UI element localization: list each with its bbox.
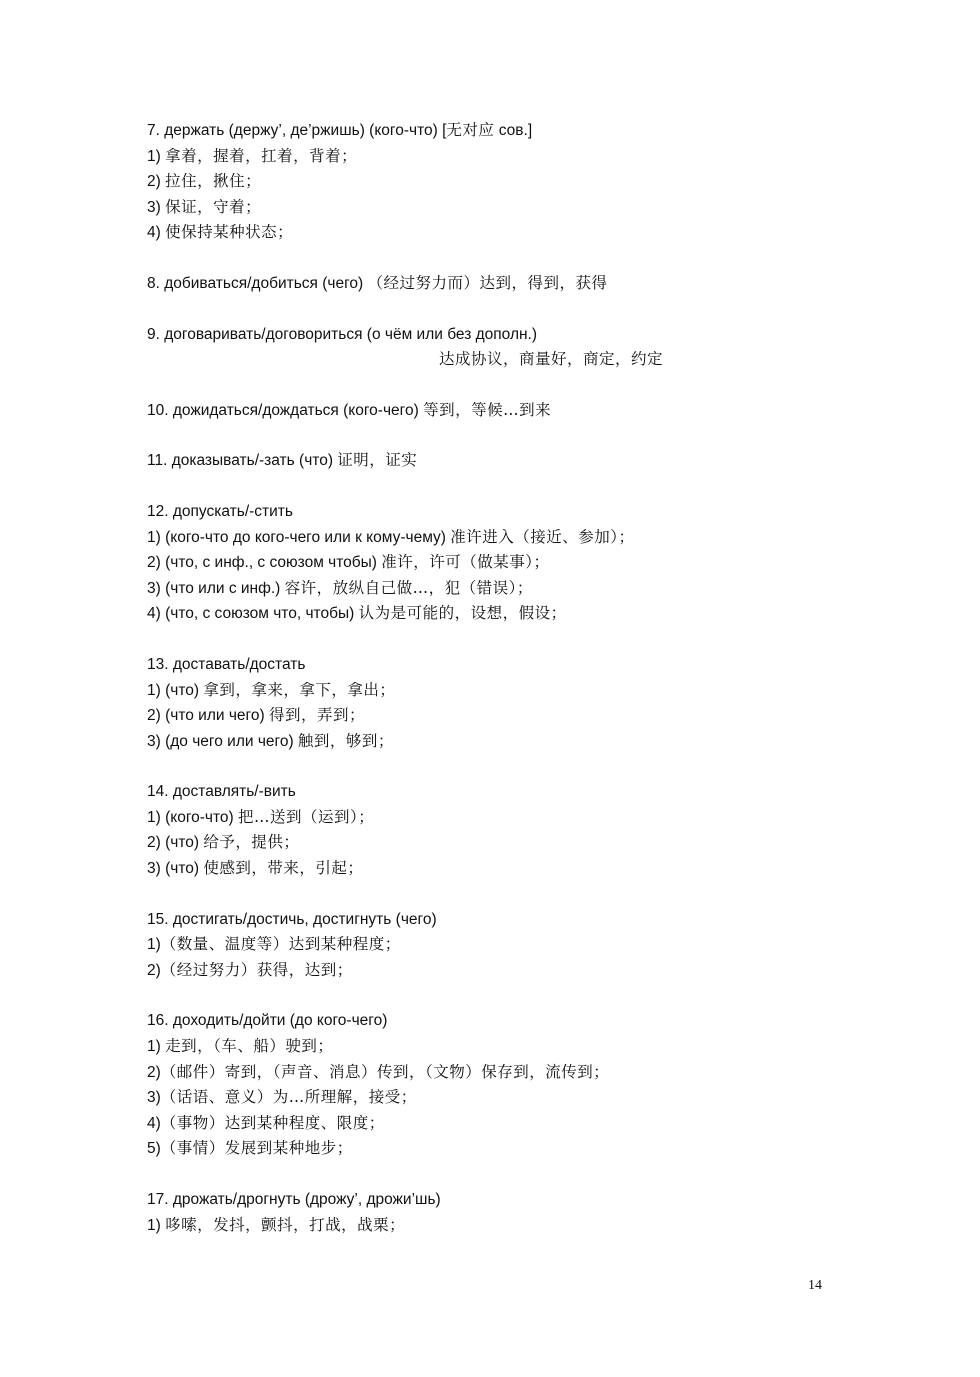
- chinese-translation: 无对应: [446, 121, 495, 139]
- russian-text: 3) (что или с инф.): [147, 579, 285, 597]
- russian-text: 15. достигать/достичь, достигнуть (чего): [147, 910, 437, 928]
- vocabulary-entry: [147, 499, 867, 627]
- chinese-translation: （邮件）寄到，（声音、消息）传到，（文物）保存到，流传到；: [160, 1062, 610, 1081]
- russian-text: 2): [147, 961, 161, 979]
- entry-definition-line: [147, 576, 867, 602]
- entry-headword-line: [147, 271, 867, 297]
- entry-headword-line: [147, 322, 867, 348]
- russian-text: 7. держать (держу’, де’ржишь) (кого-что) [: [147, 122, 447, 139]
- chinese-translation: （经过努力）获得，达到；: [160, 960, 353, 979]
- russian-text: 1) (что): [147, 681, 204, 699]
- entry-headword-line: [147, 398, 867, 424]
- entry-definition-line: [147, 195, 867, 221]
- entry-definition-line: [147, 830, 867, 856]
- entry-definition-line: [147, 729, 867, 755]
- entry-headword-line: [147, 652, 867, 678]
- entry-definition-line: [147, 1213, 867, 1239]
- vocabulary-entry: [147, 118, 867, 246]
- russian-text: 16. доходить/дойти (до кого-чего): [147, 1012, 388, 1030]
- vocabulary-entry: [147, 907, 867, 984]
- russian-text: 5): [147, 1140, 161, 1158]
- vocabulary-entry: [147, 1008, 867, 1162]
- chinese-translation: 哆嗦，发抖，颤抖，打战，战栗；: [165, 1215, 406, 1234]
- entry-definition-line: [147, 1060, 867, 1086]
- russian-text: 3) (до чего или чего): [147, 732, 298, 750]
- russian-text: 13. доставать/достать: [147, 655, 306, 673]
- chinese-translation: 拿到，拿来，拿下，拿出；: [203, 680, 396, 699]
- russian-text: 9. договаривать/договориться (о чём или без дополн.): [147, 325, 538, 343]
- entry-definition-line: [147, 220, 867, 246]
- entry-definition-line: [147, 1085, 867, 1111]
- entry-definition-line: [147, 678, 867, 704]
- chinese-translation: 容许，放纵自己做…，犯（错误）；: [284, 578, 533, 597]
- entry-definition-line: [147, 550, 867, 576]
- russian-text: 2) (что или чего): [147, 707, 269, 725]
- russian-text: 1) (кого-что до кого-чего или к кому-чему): [147, 528, 451, 546]
- vocabulary-entry: [147, 271, 867, 297]
- vocabulary-entry: [147, 398, 867, 424]
- entry-headword-line: [147, 448, 867, 474]
- chinese-translation: （话语、意义）为…所理解，接受；: [160, 1088, 417, 1107]
- chinese-translation: 走到，（车、船）驶到；: [165, 1037, 334, 1056]
- russian-text: 2) (что, с инф., с союзом чтобы): [147, 554, 382, 572]
- russian-text: 1): [147, 936, 161, 954]
- chinese-translation: 达成协议，商量好，商定，约定: [439, 350, 664, 369]
- vocabulary-entry: [147, 322, 867, 373]
- chinese-translation: 使感到，带来，引起；: [203, 859, 364, 878]
- russian-text: 1): [147, 1038, 166, 1056]
- entry-headword-line: [147, 907, 867, 933]
- russian-text: 14. доставлять/-вить: [147, 783, 296, 801]
- page-number: 14: [808, 1278, 822, 1293]
- entry-definition-line: [147, 1034, 867, 1060]
- russian-text: 17. дрожать/дрогнуть (дрожу’, дрожи’шь): [147, 1191, 441, 1208]
- chinese-translation: 准许进入（接近、参加）；: [450, 527, 635, 546]
- russian-text: 2) (что): [147, 834, 204, 852]
- entry-definition-line: [147, 805, 867, 831]
- vocabulary-entry: [147, 1187, 867, 1238]
- entry-headword-line: [147, 1008, 867, 1034]
- vocabulary-list: [147, 118, 867, 1263]
- russian-text: 1): [147, 147, 166, 165]
- vocabulary-entry: [147, 448, 867, 474]
- russian-text: 2): [147, 1063, 161, 1081]
- chinese-translation: 证明，证实: [337, 451, 418, 470]
- russian-text: 4): [147, 1114, 161, 1132]
- entry-headword-line: [147, 1187, 867, 1213]
- entry-headword-line: [147, 779, 867, 805]
- russian-text: 10. дожидаться/дождаться (кого-чего): [147, 401, 424, 419]
- chinese-translation: 得到，弄到；: [268, 706, 365, 725]
- chinese-translation: （事情）发展到某种地步；: [160, 1139, 353, 1158]
- chinese-translation: （数量、温度等）达到某种程度；: [160, 935, 401, 954]
- entry-headword-line: [147, 499, 867, 525]
- entry-definition-line: [147, 525, 867, 551]
- entry-definition-line: [147, 347, 867, 373]
- entry-definition-line: [147, 601, 867, 627]
- chinese-translation: （事物）达到某种程度、限度；: [160, 1113, 385, 1132]
- entry-definition-line: [147, 932, 867, 958]
- vocabulary-entry: [147, 652, 867, 754]
- russian-text: 11. доказывать/-зать (что): [147, 452, 338, 470]
- russian-text-suffix: сов.]: [494, 122, 533, 139]
- chinese-translation: 认为是可能的，设想，假设；: [358, 604, 567, 623]
- chinese-translation: 拿着，握着，扛着，背着；: [165, 146, 358, 165]
- chinese-translation: 准许，许可（做某事）；: [381, 553, 550, 572]
- entry-definition-line: [147, 856, 867, 882]
- russian-text: 4): [147, 224, 166, 242]
- entry-definition-line: [147, 1136, 867, 1162]
- entry-definition-line: [147, 169, 867, 195]
- chinese-translation: 等到，等候…到来: [423, 400, 552, 419]
- vocabulary-entry: [147, 779, 867, 881]
- russian-text: 2): [147, 173, 166, 191]
- chinese-translation: 拉住，揪住；: [165, 172, 262, 191]
- chinese-translation: 给予，提供；: [203, 833, 300, 852]
- chinese-translation: 触到，够到；: [297, 731, 394, 750]
- entry-definition-line: [147, 1111, 867, 1137]
- entry-definition-line: [147, 703, 867, 729]
- russian-text: 3): [147, 198, 166, 216]
- russian-text: 3) (что): [147, 860, 204, 878]
- chinese-translation: 把…送到（运到）；: [238, 807, 375, 826]
- entry-definition-line: [147, 958, 867, 984]
- entry-headword-line: [147, 118, 867, 144]
- russian-text: 8. добиваться/добиться (чего): [147, 274, 368, 292]
- chinese-translation: 保证，守着；: [165, 197, 262, 216]
- russian-text: 1): [147, 1216, 166, 1234]
- russian-text: 3): [147, 1089, 161, 1107]
- russian-text: 1) (кого-что): [147, 808, 239, 826]
- russian-text: 4) (что, с союзом что, чтобы): [147, 605, 359, 623]
- entry-definition-line: [147, 144, 867, 170]
- chinese-translation: （经过努力而）达到，得到，获得: [367, 273, 608, 292]
- russian-text: 12. допускать/-стить: [147, 502, 293, 520]
- chinese-translation: 使保持某种状态；: [165, 223, 294, 242]
